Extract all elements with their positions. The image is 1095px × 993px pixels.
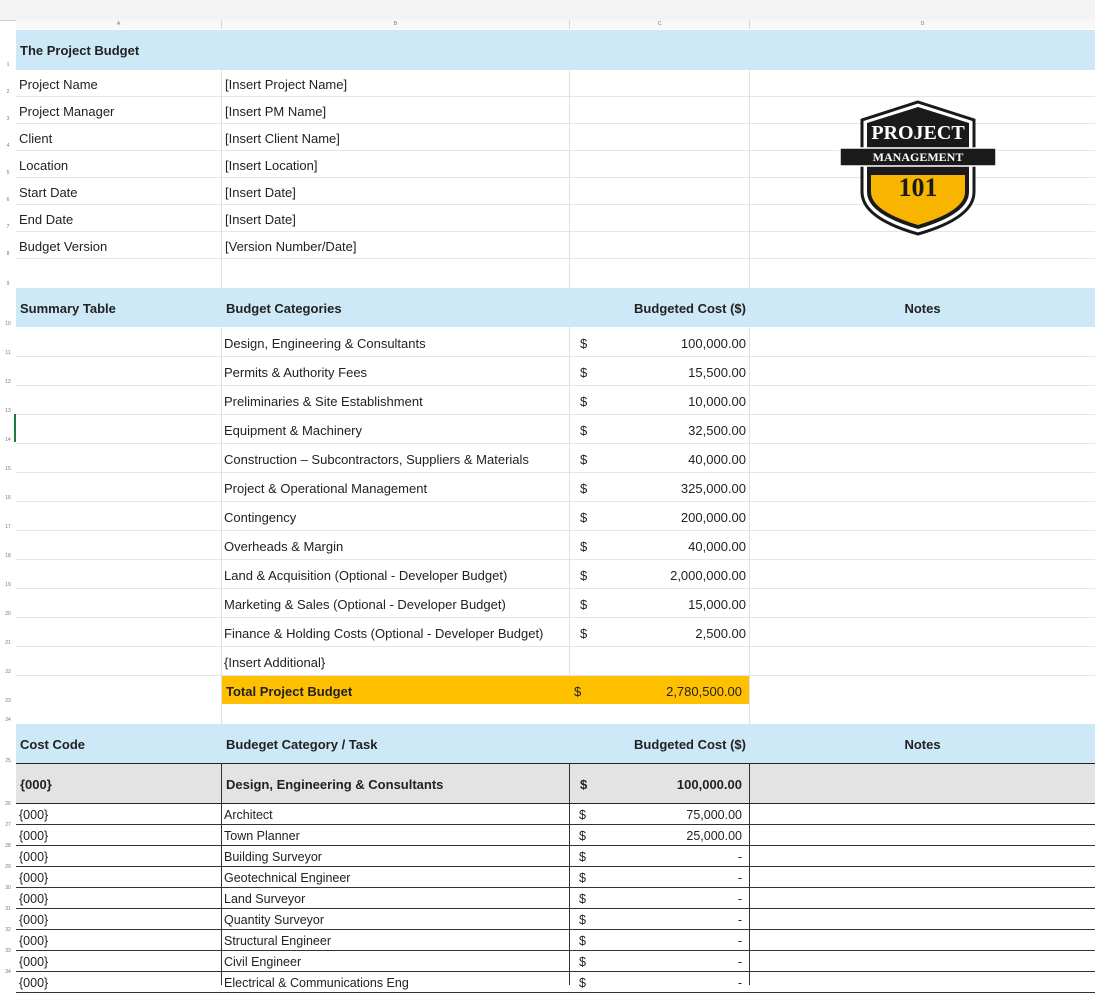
- row-number[interactable]: 26: [5, 801, 11, 807]
- logo-text-management: MANAGEMENT: [872, 150, 964, 164]
- summary-amount[interactable]: 2,500.00: [695, 626, 746, 641]
- column-header-a[interactable]: A: [16, 20, 222, 29]
- detail-currency[interactable]: $: [579, 808, 586, 822]
- detail-header-b: Budeget Category / Task: [226, 737, 378, 752]
- summary-currency[interactable]: $: [580, 510, 588, 525]
- detail-header-a: Cost Code: [20, 737, 85, 752]
- column-header-c[interactable]: C: [570, 20, 750, 29]
- detail-amount[interactable]: 75,000.00: [686, 808, 742, 822]
- row-number[interactable]: 30: [5, 885, 11, 891]
- detail-task[interactable]: Architect: [224, 808, 273, 822]
- row-number[interactable]: 34: [5, 969, 11, 975]
- row-number[interactable]: 21: [5, 640, 11, 646]
- toolbar-strip: [0, 0, 1095, 21]
- summary-currency[interactable]: $: [580, 336, 588, 351]
- detail-amount[interactable]: -: [737, 871, 742, 885]
- detail-task[interactable]: Quantity Surveyor: [224, 913, 325, 927]
- title-band: [16, 30, 1095, 70]
- detail-currency[interactable]: $: [579, 976, 586, 990]
- row-number[interactable]: 15: [5, 466, 11, 472]
- field-value[interactable]: [Insert Location]: [225, 158, 318, 173]
- detail-header-d: Notes: [904, 737, 941, 752]
- detail-code[interactable]: {000}: [19, 808, 49, 822]
- row-number[interactable]: 16: [5, 495, 11, 501]
- row-number[interactable]: 12: [5, 379, 11, 385]
- row-number[interactable]: 6: [6, 197, 10, 203]
- field-value[interactable]: [Insert PM Name]: [225, 104, 327, 119]
- row-number[interactable]: 4: [6, 143, 10, 149]
- group-row-fill: [16, 763, 1095, 804]
- summary-category[interactable]: Construction – Subcontractors, Suppliers & Materials: [224, 452, 529, 467]
- total-label[interactable]: Total Project Budget: [226, 684, 353, 699]
- detail-currency[interactable]: $: [579, 913, 586, 927]
- field-value[interactable]: [Insert Date]: [225, 185, 296, 200]
- row-number[interactable]: 29: [5, 864, 11, 870]
- row-number[interactable]: 9: [6, 281, 10, 287]
- row-number[interactable]: 11: [5, 350, 11, 356]
- detail-task[interactable]: Electrical & Communications Eng: [224, 976, 409, 990]
- summary-currency[interactable]: $: [580, 423, 588, 438]
- detail-currency[interactable]: $: [579, 892, 586, 906]
- row-number[interactable]: 22: [5, 669, 11, 675]
- row-number[interactable]: 19: [5, 582, 11, 588]
- logo-text-101: 101: [898, 173, 938, 202]
- summary-amount[interactable]: 15,000.00: [688, 597, 746, 612]
- detail-amount[interactable]: -: [737, 934, 742, 948]
- detail-currency[interactable]: $: [579, 850, 586, 864]
- row-number[interactable]: 25: [5, 758, 11, 764]
- field-value[interactable]: [Insert Date]: [225, 212, 296, 227]
- detail-code[interactable]: {000}: [19, 934, 49, 948]
- field-label: Project Name: [19, 77, 98, 92]
- summary-currency[interactable]: $: [580, 365, 588, 380]
- detail-currency[interactable]: $: [579, 871, 586, 885]
- field-value[interactable]: [Insert Client Name]: [225, 131, 340, 146]
- field-label: Project Manager: [19, 104, 115, 119]
- detail-header-c: Budgeted Cost ($): [634, 737, 746, 752]
- detail-currency[interactable]: $: [579, 829, 586, 843]
- detail-task[interactable]: Town Planner: [224, 829, 300, 843]
- detail-code[interactable]: {000}: [19, 955, 49, 969]
- row-number[interactable]: 31: [5, 906, 11, 912]
- summary-amount[interactable]: 40,000.00: [688, 539, 746, 554]
- logo-text-project: PROJECT: [871, 122, 965, 144]
- active-row-marker: [14, 414, 16, 442]
- summary-currency[interactable]: $: [580, 626, 588, 641]
- summary-category[interactable]: Marketing & Sales (Optional - Developer Budget): [224, 597, 506, 612]
- row-number[interactable]: 13: [5, 408, 11, 414]
- summary-category[interactable]: Contingency: [224, 510, 297, 525]
- column-header-b[interactable]: B: [222, 20, 570, 29]
- row-number[interactable]: 33: [5, 948, 11, 954]
- total-amount[interactable]: 2,780,500.00: [666, 684, 742, 699]
- summary-amount[interactable]: 32,500.00: [688, 423, 746, 438]
- summary-category[interactable]: Permits & Authority Fees: [224, 365, 368, 380]
- summary-amount[interactable]: 200,000.00: [680, 510, 746, 525]
- row-number[interactable]: 10: [5, 321, 11, 327]
- row-number[interactable]: 3: [6, 116, 10, 122]
- detail-task[interactable]: Land Surveyor: [224, 892, 306, 906]
- summary-category[interactable]: Project & Operational Management: [224, 481, 428, 496]
- summary-header-a: Summary Table: [20, 301, 116, 316]
- row-number[interactable]: 14: [5, 437, 11, 443]
- detail-amount[interactable]: 25,000.00: [686, 829, 742, 843]
- detail-code[interactable]: {000}: [19, 913, 49, 927]
- detail-amount[interactable]: -: [737, 955, 742, 969]
- summary-amount[interactable]: 15,500.00: [688, 365, 746, 380]
- row-number[interactable]: 23: [5, 698, 11, 704]
- row-number[interactable]: 5: [6, 170, 10, 176]
- group-category[interactable]: Design, Engineering & Consultants: [226, 777, 444, 792]
- summary-category[interactable]: Preliminaries & Site Establishment: [224, 394, 423, 409]
- detail-code[interactable]: {000}: [19, 871, 49, 885]
- detail-code[interactable]: {000}: [19, 829, 49, 843]
- row-number[interactable]: 20: [5, 611, 11, 617]
- field-value[interactable]: [Insert Project Name]: [225, 77, 348, 92]
- row-number[interactable]: 27: [5, 822, 11, 828]
- field-label: Client: [19, 131, 53, 146]
- row-number[interactable]: 32: [5, 927, 11, 933]
- detail-code[interactable]: {000}: [19, 976, 49, 990]
- detail-amount[interactable]: -: [737, 892, 742, 906]
- summary-amount[interactable]: 40,000.00: [688, 452, 746, 467]
- summary-currency[interactable]: $: [580, 568, 588, 583]
- detail-task[interactable]: Structural Engineer: [224, 934, 332, 948]
- row-number[interactable]: 1: [6, 62, 10, 68]
- total-currency[interactable]: $: [574, 684, 582, 699]
- column-header-d[interactable]: D: [750, 20, 1095, 29]
- detail-task[interactable]: Geotechnical Engineer: [224, 871, 351, 885]
- group-currency[interactable]: $: [580, 777, 588, 792]
- summary-category[interactable]: Equipment & Machinery: [224, 423, 363, 438]
- summary-amount[interactable]: 2,000,000.00: [670, 568, 746, 583]
- group-amount[interactable]: 100,000.00: [676, 777, 742, 792]
- summary-category[interactable]: Finance & Holding Costs (Optional - Developer Budget): [224, 626, 544, 641]
- row-number[interactable]: 24: [5, 717, 11, 723]
- summary-currency[interactable]: $: [580, 539, 588, 554]
- summary-currency[interactable]: $: [580, 597, 588, 612]
- row-number[interactable]: 17: [5, 524, 11, 530]
- row-number[interactable]: 18: [5, 553, 11, 559]
- summary-category[interactable]: Land & Acquisition (Optional - Developer Budget): [224, 568, 508, 583]
- field-label: Location: [19, 158, 69, 173]
- page-title: The Project Budget: [20, 43, 140, 58]
- row-number[interactable]: 28: [5, 843, 11, 849]
- detail-code[interactable]: {000}: [19, 850, 49, 864]
- row-number[interactable]: 8: [6, 251, 10, 257]
- detail-amount[interactable]: -: [737, 850, 742, 864]
- detail-currency[interactable]: $: [579, 934, 586, 948]
- summary-amount[interactable]: 10,000.00: [688, 394, 746, 409]
- detail-currency[interactable]: $: [579, 955, 586, 969]
- detail-task[interactable]: Building Surveyor: [224, 850, 322, 864]
- summary-currency[interactable]: $: [580, 481, 588, 496]
- summary-amount[interactable]: 325,000.00: [680, 481, 746, 496]
- summary-amount[interactable]: 100,000.00: [680, 336, 746, 351]
- summary-category[interactable]: Overheads & Margin: [224, 539, 344, 554]
- row-number[interactable]: 2: [6, 89, 10, 95]
- summary-currency[interactable]: $: [580, 452, 588, 467]
- detail-amount[interactable]: -: [737, 913, 742, 927]
- group-code[interactable]: {000}: [20, 777, 52, 792]
- project-management-101-logo: [838, 100, 998, 236]
- summary-category[interactable]: Design, Engineering & Consultants: [224, 336, 426, 351]
- summary-category[interactable]: {Insert Additional}: [224, 655, 326, 670]
- summary-header-c: Budgeted Cost ($): [634, 301, 746, 316]
- field-label: Budget Version: [19, 239, 108, 254]
- field-label: Start Date: [19, 185, 78, 200]
- field-value[interactable]: [Version Number/Date]: [225, 239, 357, 254]
- field-label: End Date: [19, 212, 74, 227]
- detail-task[interactable]: Civil Engineer: [224, 955, 302, 969]
- row-number[interactable]: 7: [6, 224, 10, 230]
- summary-header-b: Budget Categories: [226, 301, 342, 316]
- detail-code[interactable]: {000}: [19, 892, 49, 906]
- summary-header-d: Notes: [904, 301, 941, 316]
- detail-amount[interactable]: -: [737, 976, 742, 990]
- summary-currency[interactable]: $: [580, 394, 588, 409]
